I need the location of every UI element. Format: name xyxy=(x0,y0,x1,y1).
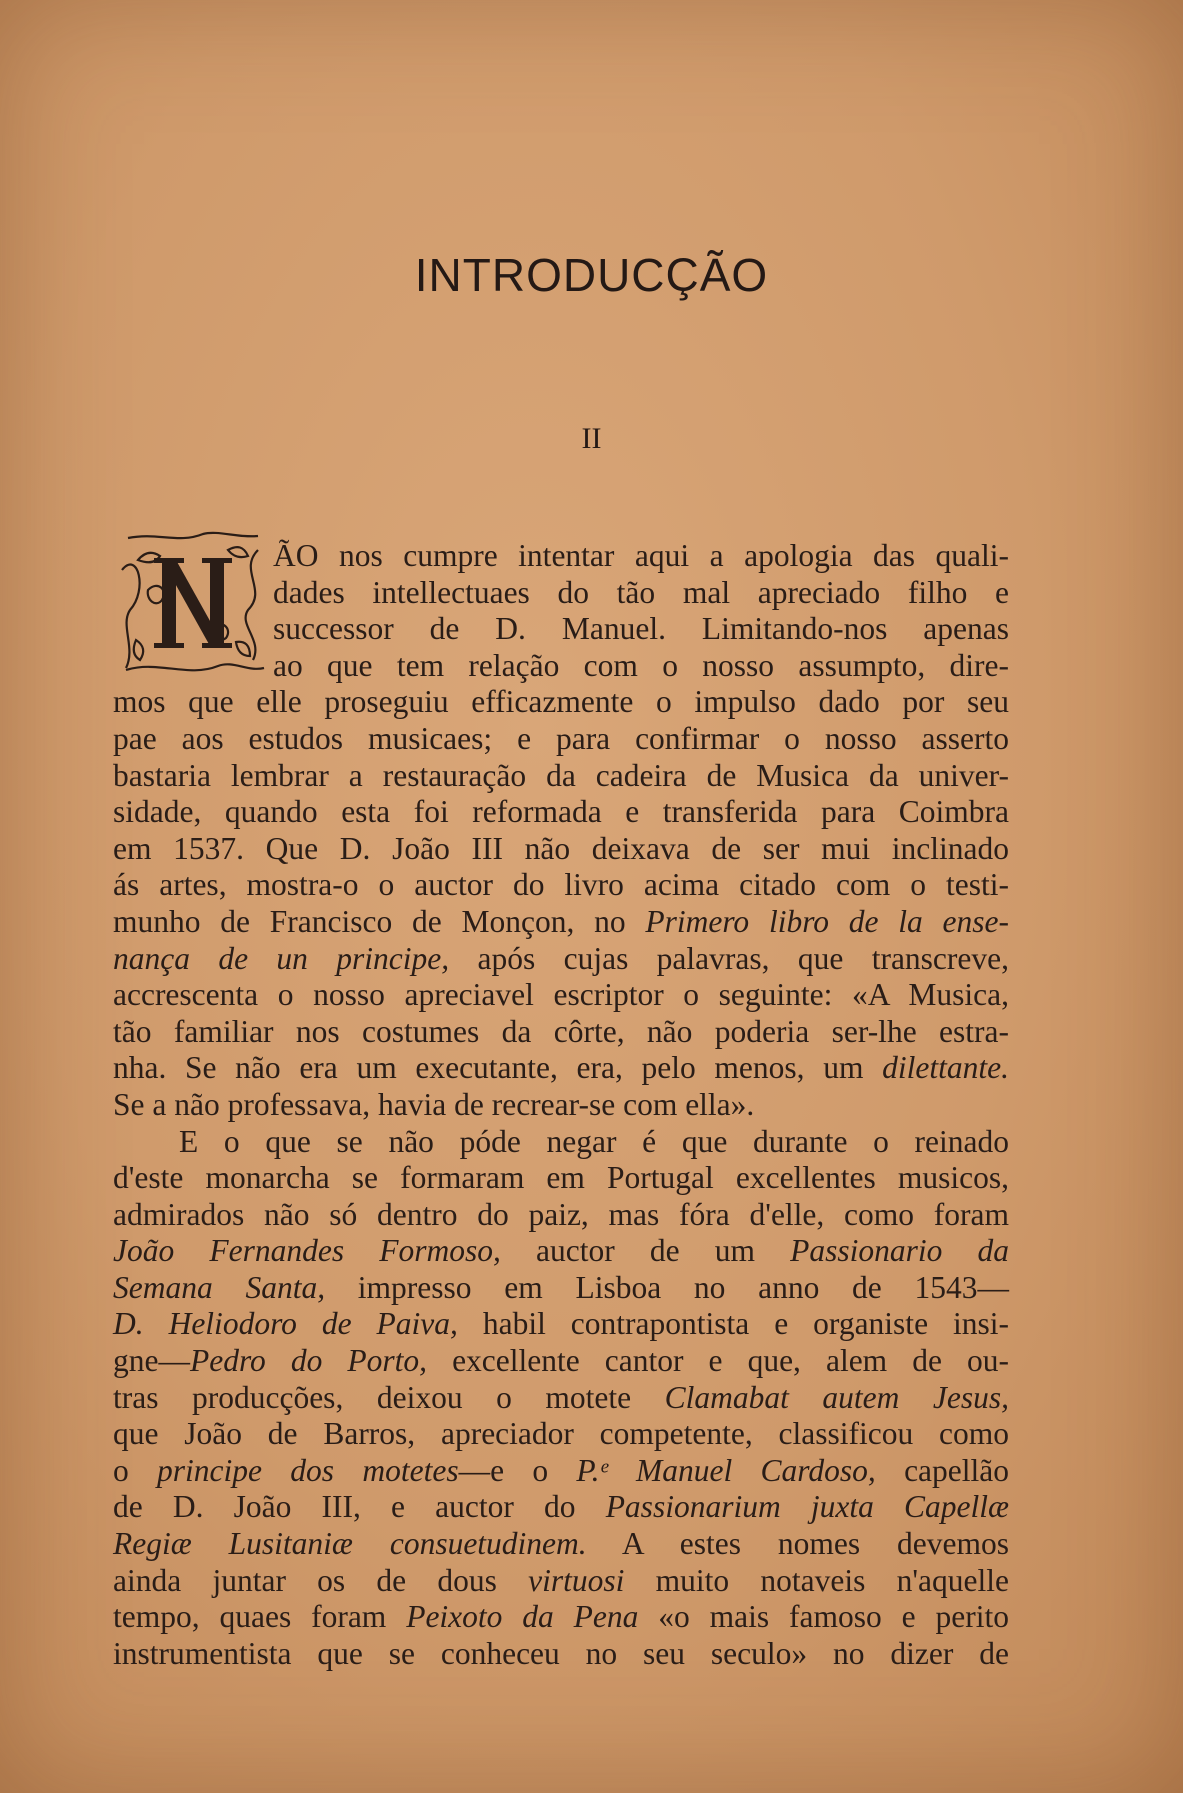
body-text xyxy=(113,538,1009,1672)
italic-title: principe dos motetes xyxy=(157,1452,459,1488)
text-line: munho de Francisco de Monçon, no Primero libro de la ense- xyxy=(113,903,1010,939)
page-title: INTRODUCÇÃO xyxy=(414,249,769,301)
text-line: em 1537. Que D. João III não deixava de ser mui inclinado xyxy=(113,830,1009,866)
text-line: ás artes, mostra-o o auctor do livro acima citado com o testi- xyxy=(113,867,1009,903)
text-line: João Fernandes Formoso, auctor de um Passionario da xyxy=(113,1233,1009,1269)
italic-title: Semana Santa, xyxy=(113,1269,326,1305)
text-line: tras producções, deixou o motete Clamabat autem Jesus, xyxy=(113,1379,1009,1415)
text-line: pae aos estudos musicaes; e para confirmar o nosso asserto xyxy=(113,720,1009,756)
italic-title: nança de un principe, xyxy=(113,940,450,976)
text-line: sidade, quando esta foi reformada e transferida para Coimbra xyxy=(113,794,1009,830)
text-line: accrescenta o nosso apreciavel escriptor o seguinte: «A Musica, xyxy=(113,977,1009,1013)
text-line: ainda juntar os de dous virtuosi muito notaveis n'aquelle xyxy=(113,1562,1010,1598)
text-line: que João de Barros, apreciador competente, classificou como xyxy=(113,1416,1009,1452)
text-line: gne—Pedro do Porto, excellente cantor e que, alem de ou- xyxy=(113,1343,1009,1379)
text-line: Regiæ Lusitaniæ consuetudinem. A estes nomes devemos xyxy=(113,1526,1010,1562)
italic-term: virtuosi xyxy=(528,1562,625,1598)
text-line: mos que elle proseguiu efficazmente o impulso dado por seu xyxy=(113,684,1009,720)
text-line: D. Heliodoro de Paiva, habil contrapontista e organiste insi- xyxy=(113,1306,1010,1342)
text-line: ÃO nos cumpre intentar aqui a apologia das quali- xyxy=(273,538,1009,573)
text-line: tempo, quaes foram Peixoto da Pena «o mais famoso e perito xyxy=(113,1599,1010,1635)
italic-title: Passionarium juxta Capellæ xyxy=(605,1489,1009,1525)
text-line: de D. João III, e auctor do Passionarium juxta Capellæ xyxy=(113,1489,1009,1525)
text-line: Semana Santa, impresso em Lisboa no anno de 1543— xyxy=(113,1269,1010,1305)
text-line: Se a não professava, havia de recrear-se com ella». xyxy=(113,1086,755,1122)
text-line: instrumentista que se conheceu no seu seculo» no dizer de xyxy=(113,1635,1009,1671)
text-line: o principe dos motetes—e o P.ᵉ Manuel Cardoso, capellão xyxy=(113,1452,1010,1488)
italic-title: Regiæ Lusitaniæ consuetudinem. xyxy=(113,1526,587,1562)
italic-term: dilettante. xyxy=(882,1050,1009,1086)
text-line: ao que tem relação com o nosso assumpto, dire- xyxy=(273,647,1009,683)
italic-name: Peixoto da Pena xyxy=(406,1599,639,1635)
italic-title: Clamabat autem Jesus, xyxy=(664,1379,1009,1415)
italic-name: João Fernandes Formoso, xyxy=(113,1233,501,1269)
text-line: E o que se não póde negar é que durante o reinado xyxy=(179,1123,1009,1159)
text-line: d'este monarcha se formaram em Portugal excellentes musicos, xyxy=(113,1160,1009,1196)
text-line: dades intellectuaes do tão mal apreciado filho e xyxy=(273,574,1009,610)
text-line: successor de D. Manuel. Limitando-nos apenas xyxy=(273,611,1009,647)
italic-name: D. Heliodoro de Paiva, xyxy=(113,1306,458,1342)
italic-name: P.ᵉ Manuel Cardoso, xyxy=(576,1452,876,1488)
italic-title: Primero libro de la ense- xyxy=(645,903,1010,939)
text-line: bastaria lembrar a restauração da cadeira de Musica da univer- xyxy=(113,757,1009,793)
text-line: nança de un principe, após cujas palavras, que transcreve, xyxy=(113,940,1009,976)
text-line: admirados não só dentro do paiz, mas fóra d'elle, como foram xyxy=(113,1196,1009,1232)
text-line: nha. Se não era um executante, era, pelo menos, um dilettante. xyxy=(113,1050,1009,1086)
chapter-number: II xyxy=(581,422,602,455)
italic-name: Pedro do Porto, xyxy=(189,1343,428,1379)
italic-title: Passionario da xyxy=(790,1233,1009,1269)
text-line: tão familiar nos costumes da côrte, não poderia ser-lhe estra- xyxy=(113,1013,1009,1049)
